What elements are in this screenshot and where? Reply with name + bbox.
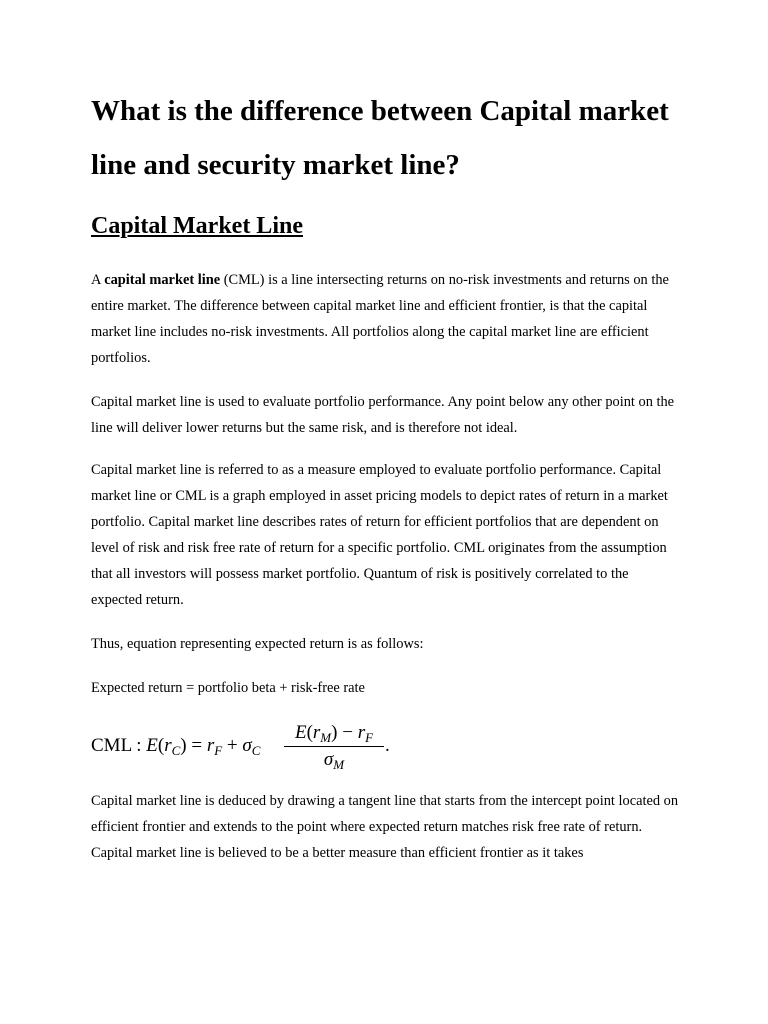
formula-lhs: CML : $E(r_C) = r_F + \sigma_C$ (91, 735, 261, 758)
numerator-rf: r (357, 722, 366, 743)
formula-sigma-sub-c: C (251, 743, 261, 758)
formula-period: . (385, 735, 390, 756)
formula-label: CML : (91, 735, 147, 756)
formula-sub-f: F (214, 743, 223, 758)
paragraph-measure: Capital market line is referred to as a measure employed to evaluate portfolio performance. Capital market line or CML is a graph employed in asset pricing models to depict rates of return in a market portfolio. Capital market line describes rates of return for efficient portfolios that are dependent on level of risk and risk free rate of return for a specific portfolio. CML originates from the assumption that all investors will possess market portfolio. Quantum of risk is positively correlated to the expected return. (91, 462, 668, 608)
numerator-r: r (312, 722, 321, 743)
denominator-sigma: σ (323, 749, 334, 770)
bold-term: capital market line (104, 272, 221, 288)
formula-rf: r (206, 735, 215, 756)
formula-r: r (164, 735, 172, 756)
denominator-sub-m: M (333, 757, 345, 772)
paragraph-rest: (CML) is a line intersecting returns on no-risk investments and returns on the entire market. The difference between capital market line and efficient frontier, is that the capital market line includes no-risk investments. All portfolios along the capital market line are efficient portfolios. (91, 272, 669, 366)
numerator-minus: − (337, 722, 358, 743)
paragraph-cml-definition (91, 268, 681, 372)
numerator-sub-m: M (320, 730, 332, 745)
formula-fraction (283, 720, 385, 773)
formula-sigma: σ (242, 735, 252, 756)
paragraph-expected-return: Expected return = portfolio beta + risk-free rate (91, 680, 365, 696)
paragraph-prefix: A (91, 272, 105, 288)
formula-equals: = (186, 735, 207, 756)
paragraph-portfolio-performance: Capital market line is used to evaluate portfolio performance. Any point below any other point on the line will deliver lower returns but the same risk, and is therefore not ideal. (91, 394, 675, 436)
numerator-E: E (294, 722, 307, 743)
formula-sub-c: C (171, 743, 181, 758)
paragraph-equation-intro: Thus, equation representing expected return is as follows: (91, 636, 424, 652)
paragraph-tangent-line: Capital market line is deduced by drawing a tangent line that starts from the intercept point located on efficient frontier and extends to the point where expected return matches risk free rate of return. Capital market line is believed to be a better measure than efficient frontier as it takes (91, 793, 679, 861)
page-title: What is the difference between Capital market line and security market line? (91, 95, 669, 181)
formula-E: E (146, 735, 158, 756)
formula-denominator (283, 747, 385, 773)
section-heading: Capital Market Line (91, 213, 303, 239)
numerator-sub-f: F (365, 730, 374, 745)
formula-plus: + (222, 735, 243, 756)
formula-numerator: $E(r_M) - r_F$ (294, 722, 374, 745)
cml-formula (91, 718, 511, 778)
